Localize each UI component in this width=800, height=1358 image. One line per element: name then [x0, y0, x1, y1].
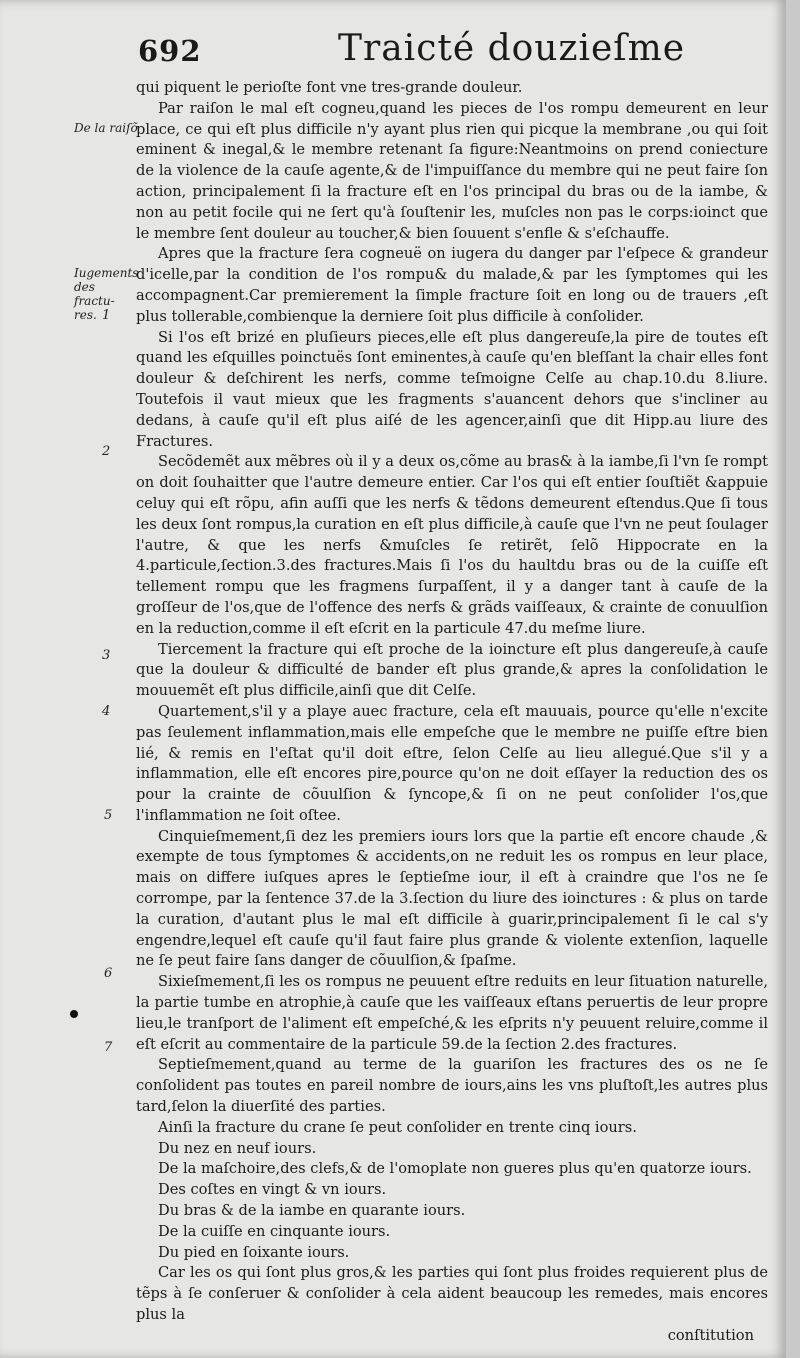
paragraph-6: Quartement,s'il y a playe auec fracture, cela eſt mauuais, pource qu'elle n'excite pas ſeulement inflammation,mais elle empeſche que le membre ne puiſſe eſtre bien lié, & remis en l'eſtat qu'il doit eſtre, ſelon Celſe au lieu allegué.Que s'il y a inflammation, elle eſt encores pire,pource qu'on ne doit eſſayer la reduction des os pour la crainte de cõuulſion & ſyncope,& ſi on ne peut conſolider l'os,que l'inflammation ne ſoit oſtee.: [136, 702, 768, 824]
list-item: Du nez en neuf iours.: [158, 1139, 317, 1157]
margin-number-5: 5: [104, 808, 113, 823]
paragraph-5: Tiercement la fracture qui eſt proche de la ioincture eſt plus dangereuſe,à cauſe que la douleur & difficulté de bander eſt plus grande,& apres la conſolidation le mouuemẽt eſt plus difficile,ainſi que dit Celſe.: [136, 640, 768, 700]
paragraph-4: Secõdemẽt aux mẽbres où il y a deux os,cõme au bras& à la iambe,ſi l'vn ſe rompt on doit ſouhaitter que l'autre demeure entier. Car l'os qui eſt entier ſouſtiẽt &appuie celuy qui eſt rõpu, afin auſſi que les nerfs & tẽdons demeurent eſtendus.Que ſi tous les deux ſont rompus,la curation en eſt plus difficile,à cauſe que l'vn ne peut ſoulager l'autre, & que les nerfs &muſcles ſe retirẽt, ſelõ Hippocrate en la 4.particule,ſection.3.des fractures.Mais ſi l'os du haultdu bras ou de la cuiſſe eſt tellement rompu que les fragmens ſurpaſſent, il y a danger tant à cauſe de la groſſeur de l'os,que de l'offence des nerfs & grãds vaiſſeaux, & crainte de conuulſion en la reduction,comme il eſt eſcrit en la particule 47.du meſme liure.: [136, 453, 768, 637]
margin-number-6: 6: [104, 966, 113, 981]
margin-number-2: 2: [102, 444, 111, 459]
page-body: [136, 78, 768, 1347]
paragraph-7: Cinquieſmement,ſi dez les premiers iours lors que la partie eſt encore chaude ,& exempte de tous ſymptomes & accidents,on ne reduit les os rompus en leur place, mais on differe iuſques apres le ſeptieſme iour, il eſt à craindre que l'os ne ſe corrompe, par la ſentence 37.de la 3.ſection du liure des ioinctures : & plus on tarde la curation, d'autant plus le mal eſt difficile à guarir,principalement ſi le cal s'y engendre,lequel eſt cauſe qu'il faut faire plus grande & violente extenſion, laquelle ne ſe peut faire ſans danger de cõuulſion,& ſpaſme.: [136, 827, 768, 970]
margin-number-1: 1: [102, 308, 111, 323]
margin-number-7: 7: [104, 1040, 113, 1055]
list-item: Du bras & de la iambe en quarante iours.: [158, 1202, 466, 1220]
margin-note-raison: De la raiſõ: [74, 121, 138, 135]
paragraph-0: qui piquent le perioſte font vne tres-grande douleur.: [136, 79, 523, 96]
list-item: Du pied en ſoixante iours.: [158, 1243, 350, 1261]
paragraph-10: Car les os qui ſont plus gros,& les parties qui ſont plus froides requierent plus de tẽps à ſe conſeruer & conſolider à cela aident beaucoup les remedes, mais encores plus la: [136, 1264, 768, 1324]
margin-note-iugements: Iugements des fractu-res.: [74, 266, 139, 322]
paragraph-9: Septieſmement,quand au terme de la guariſon les fractures des os ne ſe conſolident pas toutes en pareil nombre de iours,ains les vns pluſtoſt,les autres plus tard,ſelon la diuerſité des parties.: [136, 1056, 768, 1116]
paragraph-1: Par raiſon le mal eſt cogneu,quand les pieces de l'os rompu demeurent en leur place, ce qui eſt plus difficile n'y ayant plus rien qui picque la membrane ,ou qui ſoit eminent & inegal,& le membre retenant ſa figure:Neantmoins on prend coniecture de la violence de la cauſe agente,& de l'impuiſſance du membre qui ne peut faire ſon action, principalement ſi la fracture eſt en l'os principal du bras ou de la iambe, & non au petit focile qui ne ſert qu'à ſouſtenir les, muſcles non pas le corps:ioinct que le membre ſent douleur au toucher,& bien ſouuent s'enfle & s'eſchauffe.: [136, 99, 768, 242]
ink-blot: [70, 1010, 78, 1018]
list-item: Des coſtes en vingt & vn iours.: [158, 1181, 387, 1199]
catchword: conſtitution: [667, 1326, 754, 1344]
margin-number-3: 3: [102, 648, 111, 663]
running-title: Traicté douzieſme: [338, 28, 686, 69]
paragraph-2: Apres que la fracture ſera cogneuë on iugera du danger par l'eſpece & grandeur d'icelle,par la condition de l'os rompu& du malade,& par les ſymptomes qui les accompagnent.Car premierement la ſimple fracture ſoit en long ou de trauers ,eſt plus tollerable,combienque la derniere ſoit plus difficile à conſolider.: [136, 245, 768, 325]
list-item: De la cuiſſe en cinquante iours.: [158, 1222, 391, 1240]
list-item: Ainſi la fracture du crane ſe peut conſolider en trente cinq iours.: [158, 1118, 637, 1136]
margin-number-4: 4: [102, 704, 111, 719]
paragraph-3: Si l'os eſt brizé en pluſieurs pieces,elle eſt plus dangereuſe,la pire de toutes eſt quand les eſquilles poinctuës ſont eminentes,à cauſe qu'en bleſſant la chair elles font douleur & deſchirent les nerfs, comme teſmoigne Celſe au chap.10.du 8.liure. Toutefois il vaut mieux que les fragments s'auancent dehors que s'incliner au dedans, à cauſe qu'il eſt plus aiſé de les agencer,ainſi que dit Hipp.au liure des Fractures.: [136, 328, 768, 450]
healing-times-list: [136, 1118, 768, 1264]
list-item: De la maſchoire,des clefs,& de l'omoplate non gueres plus qu'en quatorze iours.: [158, 1160, 752, 1178]
page-number: 692: [138, 34, 202, 68]
paragraph-8: Sixieſmement,ſi les os rompus ne peuuent eſtre reduits en leur ſituation naturelle, la partie tumbe en atrophie,à cauſe que les vaiſſeaux eſtans peruertis de leur propre lieu,le tranſport de l'aliment eſt empeſché,& les eſprits n'y peuuent reluire,comme il eſt eſcrit au commentaire de la particule 59.de la ſection 2.des fractures.: [136, 973, 768, 1053]
page-header: [138, 28, 778, 74]
